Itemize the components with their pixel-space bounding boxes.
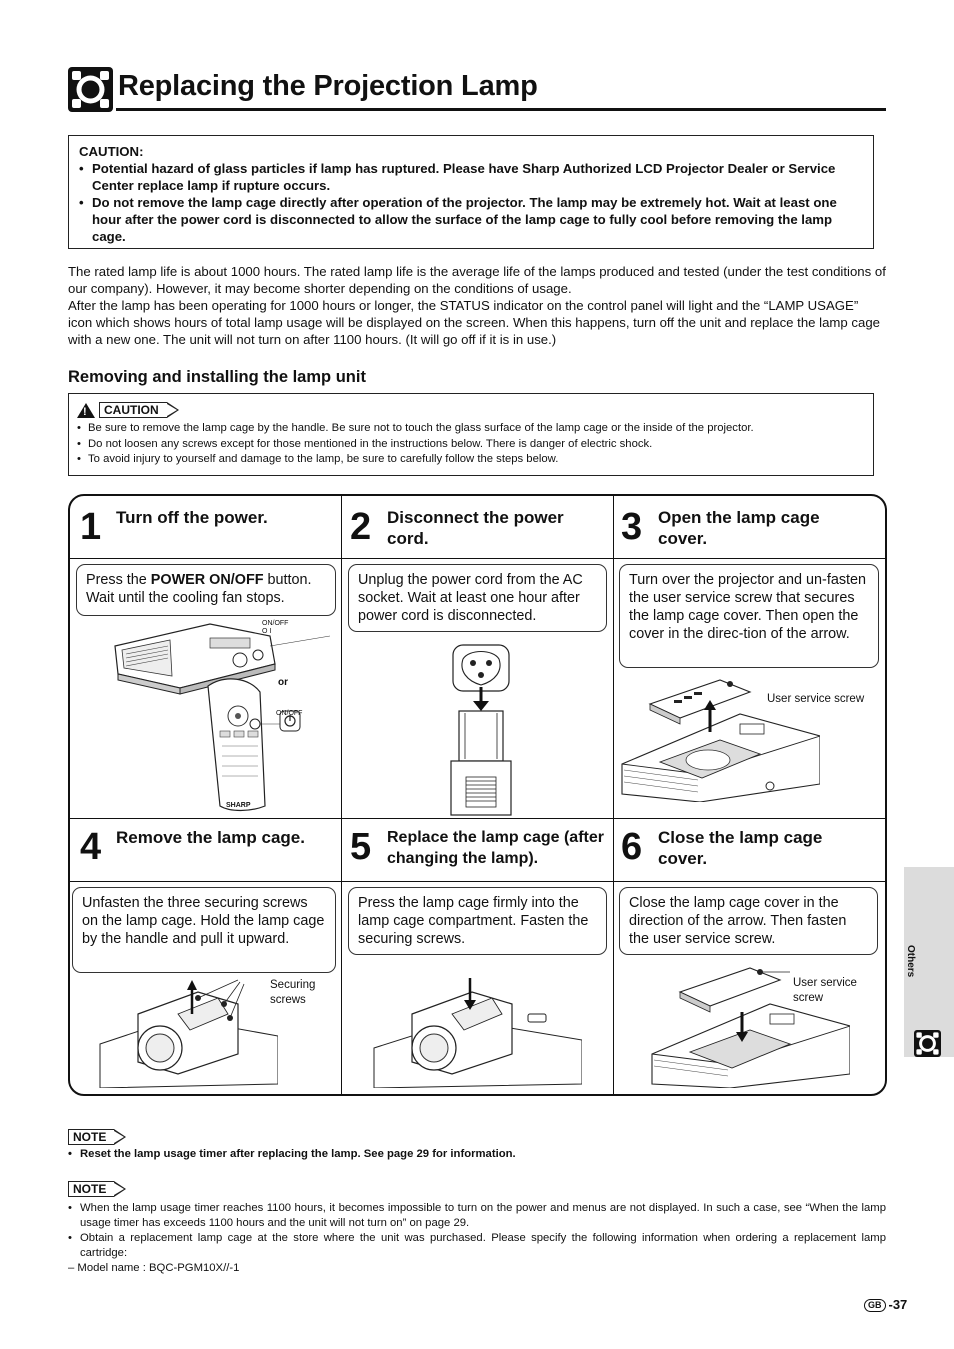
note-block-2: [68, 1181, 886, 1276]
step-number: 6: [621, 826, 643, 868]
row-divider: [70, 558, 885, 559]
steps-panel: [68, 494, 887, 1096]
page-number: [864, 1297, 907, 1312]
caution-tag-label: CAUTION: [99, 402, 167, 418]
model-name-line: – Model name : BQC-PGM10X//-1: [68, 1262, 240, 1274]
securing-screws-label: Securing: [270, 979, 316, 991]
region-badge: GB: [864, 1299, 886, 1312]
note-item: • Reset the lamp usage timer after replacing the lamp. See page 29 for information.: [68, 1148, 886, 1160]
onoff-label: ON/OFF: [262, 620, 289, 627]
page-title: Replacing the Projection Lamp: [118, 70, 538, 102]
step-1-instruction: [76, 564, 336, 616]
step-4-instruction: Unfasten the three securing screws on the lamp cage. Hold the lamp cage by the handle and pull it upward.: [72, 887, 336, 973]
step-number: 3: [621, 506, 643, 548]
note-tag: [68, 1129, 126, 1145]
replace-lamp-cage-illustration: [372, 974, 582, 1088]
note-item: • When the lamp usage timer reaches 1100 hours, it becomes impossible to turn on the power and menus are not displayed. In such a case, see “When the lamp usage timer has exceeds 1100 hours and the unit will not turn on” on page 29.: [68, 1201, 886, 1231]
intro-paragraph: After the lamp has been operating for 1000 hours or longer, the STATUS indicator on the control panel will light and the “LAMP USAGE” icon which shows hours of total lamp usage will be displayed on the screen. When this happens, turn off the unit and replace the lamp cage with a new one. The unit will not turn on after 1100 hours. (It will go off if it is in use.): [68, 298, 881, 347]
securing-screws-label: screws: [270, 994, 306, 1006]
or-label: or: [278, 677, 288, 688]
step-title: Close the lamp cage cover.: [658, 828, 823, 868]
column-divider: [613, 496, 614, 1094]
step-number: 4: [80, 826, 102, 868]
power-plug-illustration: [445, 641, 515, 816]
step-number: 1: [80, 506, 102, 548]
title-underline: [116, 108, 886, 111]
intro-paragraph: The rated lamp life is about 1000 hours. The rated lamp life is the average life of the lamps produced and tested (under the test conditions of our company). However, it may become shorter depending on the conditions of usage.: [68, 264, 886, 296]
step-number: 5: [350, 826, 372, 868]
step-title: Open the lamp cage cover.: [658, 508, 820, 548]
caution2-item: • To avoid injury to yourself and damage to the lamp, be sure to carefully follow the steps below.: [77, 452, 867, 468]
lamp-section-icon: [68, 67, 113, 112]
caution-box: [68, 135, 874, 249]
step-3-instruction: Turn over the projector and un-fasten the user service screw that secures the lamp cage cover. Then open the cover in the direc-tion of the arrow.: [619, 564, 879, 668]
caution-item: • Potential hazard of glass particles if lamp has ruptured. Please have Sharp Authorized LCD Projector Dealer or Service Center replace lamp if rupture occurs.: [79, 160, 863, 194]
remote-onoff-label: ON/OFF: [276, 710, 303, 717]
step-title: Disconnect the power cord.: [387, 508, 564, 548]
step-title: Turn off the power.: [116, 508, 268, 527]
caution-item: • Do not remove the lamp cage directly after operation of the projector. The lamp may be extremely hot. Wait at least one hour after the power cord is disconnected to allow the surface of the lamp cage to fully cool before removing the lamp cage.: [79, 194, 863, 245]
lamp-tab-icon: [914, 1030, 941, 1057]
step-2-instruction: Unplug the power cord from the AC socket. Wait at least one hour after power cord is disconnected.: [348, 564, 607, 632]
note-tag: [68, 1181, 126, 1197]
note-block-1: [68, 1129, 886, 1160]
caution-label: CAUTION:: [79, 144, 144, 159]
step-title: Replace the lamp cage (after changing the lamp).: [387, 829, 604, 867]
caution-box-2: [68, 393, 874, 476]
remove-lamp-cage-illustration: [98, 974, 278, 1088]
user-service-screw-label: User service screw: [767, 693, 865, 705]
intro-text: [68, 263, 886, 348]
user-service-screw-label: User service: [793, 977, 857, 989]
caution-tag: [99, 402, 179, 418]
note-item: • Obtain a replacement lamp cage at the store where the unit was purchased. Please specify the following information when ordering a replacement lamp cartridge:: [68, 1231, 886, 1261]
section-heading: Removing and installing the lamp unit: [68, 368, 366, 386]
user-service-screw-label: screw: [793, 992, 824, 1004]
row-divider: [70, 818, 885, 819]
step-text: Press the: [86, 572, 151, 588]
step-5-instruction: Press the lamp cage firmly into the lamp cage compartment. Fasten the securing screws.: [348, 887, 607, 955]
note-tag-label: NOTE: [68, 1181, 114, 1197]
brand-logo: SHARP: [226, 802, 251, 809]
step-text-bold: POWER ON/OFF: [150, 572, 264, 588]
column-divider: [341, 496, 342, 1094]
page-number-text: -37: [888, 1297, 908, 1312]
step-text: button. Wait until the cooling fan stops.: [86, 572, 312, 606]
onoff-symbol: O I: [262, 628, 272, 635]
caution2-item: • Do not loosen any screws except for those mentioned in the instructions below. There is danger of electric shock.: [77, 437, 867, 453]
step-6-instruction: Close the lamp cage cover in the direction of the arrow. Then fasten the user service screw.: [619, 887, 878, 955]
warning-icon: [77, 403, 95, 418]
step-number: 2: [350, 506, 372, 548]
caution2-item: • Be sure to remove the lamp cage by the handle. Be sure not to touch the glass surface of the lamp cage or the inside of the projector.: [77, 421, 867, 437]
note-tag-label: NOTE: [68, 1129, 114, 1145]
step-title: Remove the lamp cage.: [116, 828, 305, 847]
row-divider: [70, 881, 885, 882]
side-tab-label: Others: [905, 945, 916, 978]
